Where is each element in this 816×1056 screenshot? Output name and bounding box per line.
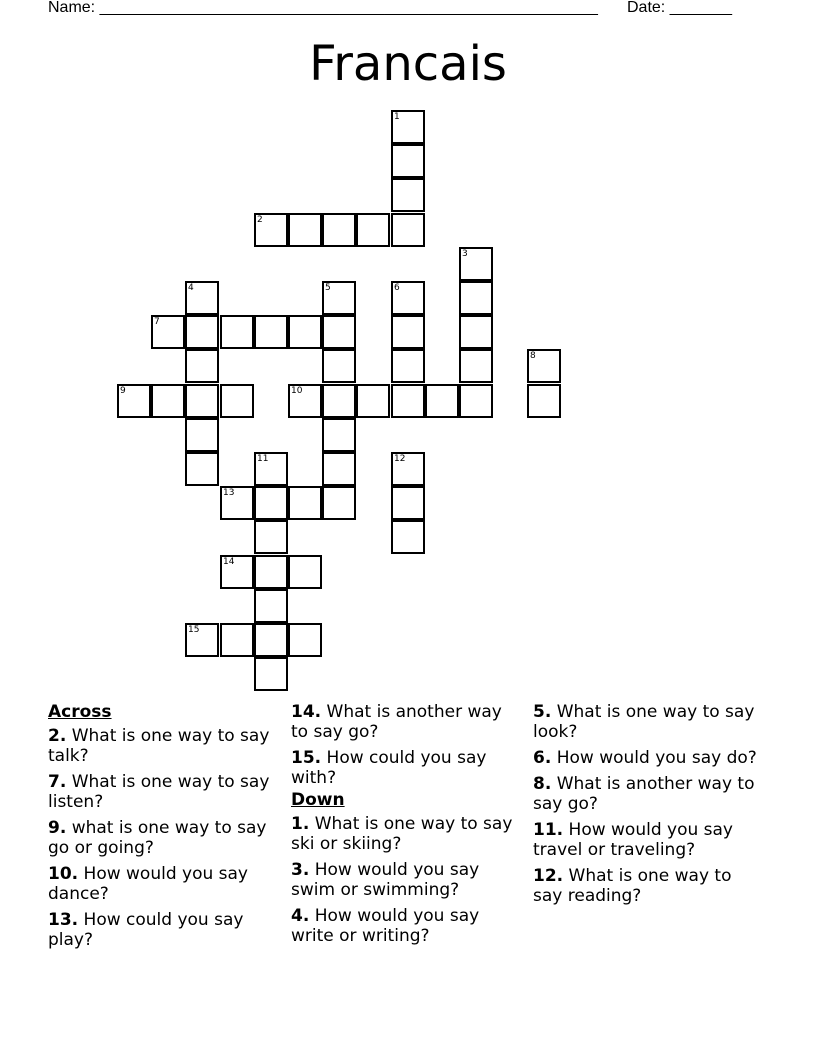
grid-cell[interactable] <box>527 349 561 383</box>
grid-cell[interactable] <box>254 520 288 554</box>
grid-cell[interactable] <box>391 110 425 144</box>
cell-number: 2 <box>257 215 263 225</box>
grid-cell[interactable] <box>254 213 288 247</box>
grid-cell[interactable] <box>391 520 425 554</box>
clue-down-11: 11. How would you say travel or traveling? <box>533 820 733 860</box>
grid-cell[interactable] <box>322 384 356 418</box>
grid-cell[interactable] <box>459 281 493 315</box>
grid-cell[interactable] <box>254 657 288 691</box>
grid-cell[interactable] <box>288 213 322 247</box>
grid-cell[interactable] <box>391 384 425 418</box>
cell-number: 4 <box>188 283 194 293</box>
clue-down-5: 5. What is one way to say look? <box>533 702 755 742</box>
clue-down-3: 3. How would you say swim or swimming? <box>291 860 480 900</box>
grid-cell[interactable] <box>527 384 561 418</box>
grid-cell[interactable] <box>185 452 219 486</box>
grid-cell[interactable] <box>185 384 219 418</box>
grid-cell[interactable] <box>459 349 493 383</box>
grid-cell[interactable] <box>391 349 425 383</box>
grid-cell[interactable] <box>322 486 356 520</box>
grid-cell[interactable] <box>459 384 493 418</box>
cell-number: 6 <box>394 283 400 293</box>
grid-cell[interactable] <box>425 384 459 418</box>
grid-cell[interactable] <box>322 213 356 247</box>
grid-cell[interactable] <box>391 213 425 247</box>
clue-down-1: 1. What is one way to say ski or skiing? <box>291 814 513 854</box>
grid-cell[interactable] <box>322 315 356 349</box>
grid-cell[interactable] <box>322 452 356 486</box>
grid-cell[interactable] <box>220 315 254 349</box>
grid-cell[interactable] <box>356 213 390 247</box>
grid-cell[interactable] <box>185 349 219 383</box>
cell-number: 8 <box>530 351 536 361</box>
grid-cell[interactable] <box>254 555 288 589</box>
grid-cell[interactable] <box>356 384 390 418</box>
clue-across-7: 7. What is one way to say listen? <box>48 772 270 812</box>
page-title: Francais <box>309 36 507 92</box>
clues-column-2 <box>291 702 516 952</box>
clue-down-12: 12. What is one way to say reading? <box>533 866 732 906</box>
grid-cell[interactable] <box>391 486 425 520</box>
grid-cell[interactable] <box>288 623 322 657</box>
date-field-label[interactable]: Date: _______ <box>627 0 732 16</box>
cell-number: 1 <box>394 112 400 122</box>
grid-cell[interactable] <box>185 315 219 349</box>
grid-cell[interactable] <box>391 315 425 349</box>
cell-number: 9 <box>120 386 126 396</box>
grid-cell[interactable] <box>288 315 322 349</box>
grid-cell[interactable] <box>117 384 151 418</box>
grid-cell[interactable] <box>391 144 425 178</box>
clue-down-8: 8. What is another way to say go? <box>533 774 755 814</box>
grid-cell[interactable] <box>391 452 425 486</box>
grid-cell[interactable] <box>459 315 493 349</box>
cell-number: 5 <box>325 283 331 293</box>
grid-cell[interactable] <box>391 281 425 315</box>
cell-number: 11 <box>257 454 269 464</box>
grid-cell[interactable] <box>288 486 322 520</box>
grid-cell[interactable] <box>185 281 219 315</box>
clue-across-13: 13. How could you say play? <box>48 910 244 950</box>
across-heading: Across <box>48 702 112 722</box>
grid-cell[interactable] <box>322 418 356 452</box>
clue-across-9: 9. what is one way to say go or going? <box>48 818 267 858</box>
grid-cell[interactable] <box>254 452 288 486</box>
grid-cell[interactable] <box>220 623 254 657</box>
cell-number: 7 <box>154 317 160 327</box>
grid-cell[interactable] <box>288 384 322 418</box>
clue-down-6: 6. How would you say do? <box>533 748 757 768</box>
name-field-label[interactable]: Name: ________________________________________________________ <box>48 0 598 16</box>
grid-cell[interactable] <box>391 178 425 212</box>
cell-number: 14 <box>223 557 235 567</box>
grid-cell[interactable] <box>151 315 185 349</box>
grid-cell[interactable] <box>322 281 356 315</box>
grid-cell[interactable] <box>254 623 288 657</box>
clues-column-1 <box>48 702 273 956</box>
down-heading: Down <box>291 790 345 810</box>
cell-number: 15 <box>188 625 200 635</box>
cell-number: 3 <box>462 249 468 259</box>
grid-cell[interactable] <box>151 384 185 418</box>
grid-cell[interactable] <box>254 589 288 623</box>
clue-across-15: 15. How could you say with? <box>291 748 487 788</box>
grid-cell[interactable] <box>459 247 493 281</box>
clues-column-3 <box>533 702 763 912</box>
grid-cell[interactable] <box>185 623 219 657</box>
grid-cell[interactable] <box>254 315 288 349</box>
cell-number: 12 <box>394 454 406 464</box>
grid-cell[interactable] <box>220 384 254 418</box>
clue-across-2: 2. What is one way to say talk? <box>48 726 270 766</box>
grid-cell[interactable] <box>220 486 254 520</box>
clue-down-4: 4. How would you say write or writing? <box>291 906 480 946</box>
grid-cell[interactable] <box>185 418 219 452</box>
clue-across-10: 10. How would you say dance? <box>48 864 248 904</box>
clue-across-14: 14. What is another way to say go? <box>291 702 502 742</box>
grid-cell[interactable] <box>288 555 322 589</box>
cell-number: 10 <box>291 386 303 396</box>
cell-number: 13 <box>223 488 235 498</box>
grid-cell[interactable] <box>254 486 288 520</box>
grid-cell[interactable] <box>322 349 356 383</box>
grid-cell[interactable] <box>220 555 254 589</box>
